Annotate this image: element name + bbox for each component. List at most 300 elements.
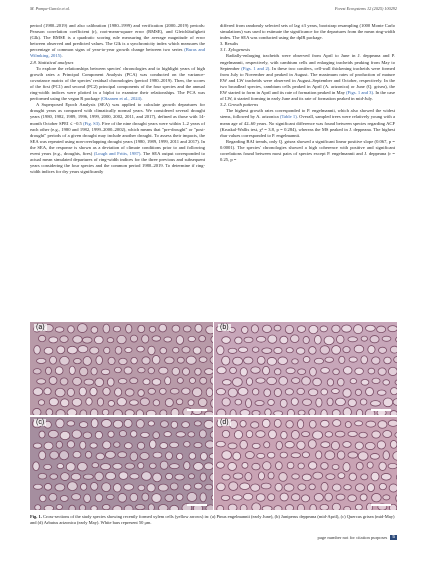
- cell-lumen: [49, 493, 57, 501]
- cell-lumen: [209, 453, 213, 459]
- cell-lumen: [67, 421, 75, 426]
- cell-lumen: [233, 452, 241, 460]
- cell-lumen: [278, 357, 288, 365]
- cell-lumen: [44, 388, 51, 395]
- cell-lumen: [335, 431, 345, 437]
- cell-lumen: [195, 368, 201, 375]
- cell-lumen: [55, 388, 65, 397]
- cell-lumen: [309, 484, 315, 490]
- figure-link[interactable]: (Figs. 1 and 3): [346, 90, 373, 96]
- paragraph-sea: A Superposed Epoch Analysis (SEA) was applied to calculate growth departures for drought years as compared with climatically normal years. We considered several drought years (1980, 1982, 1989, 1996, 1999, 2000, 2002, 2011, and 2017), defined as those with 14-month October SPEI ≤ −0.5 (Fig. S3). Five of the nine drought years were within 1–2 years of each other (e.g., 1980 and 1982, 1999–2000–2002), which means that "pre-drought" or "post-drought" periods of a given drought may include another drought. To assess their impacts, the SEA was repeated using non-overlapping drought years (1980, 1989, 1999, 2011 and 2017). In the SEA, the response is shown as a deviation of climate conditions prior to and following event years (e.g., droughts, fires) (Lough and Fritts, 1987). The SEA output corresponded to actual mean simulated departures of ring-width indices for the three previous and subsequent years considering the four species and the common period 1980–2019. To determine if ring-width indices for dry years significantly: [30, 102, 205, 175]
- cell-lumen: [79, 422, 87, 428]
- cell-lumen: [114, 442, 120, 447]
- cell-lumen: [383, 398, 392, 407]
- cell-lumen: [395, 379, 397, 385]
- section-heading-3-2: 3.2. Growth patterns: [220, 102, 259, 108]
- cell-lumen: [138, 485, 145, 490]
- cell-lumen: [71, 473, 81, 480]
- cell-lumen: [193, 347, 201, 354]
- cell-lumen: [343, 408, 351, 415]
- cell-lumen: [372, 493, 382, 501]
- cell-lumen: [242, 462, 248, 468]
- cell-lumen: [252, 503, 261, 510]
- cell-lumen: [326, 474, 335, 480]
- cell-lumen: [356, 462, 363, 470]
- cell-lumen: [130, 452, 138, 461]
- cell-lumen: [355, 389, 361, 395]
- cell-lumen: [195, 324, 202, 332]
- cell-lumen: [332, 325, 340, 333]
- cell-lumen: [390, 346, 397, 353]
- cell-lumen: [108, 400, 114, 406]
- cell-lumen: [228, 504, 237, 510]
- section-heading-3-1: 3.1. Xylogenesis: [220, 47, 250, 53]
- table-link[interactable]: (Table 1): [279, 114, 297, 120]
- footer-text: page number not for citation purposes: [317, 535, 388, 540]
- cell-lumen: [211, 495, 213, 500]
- paragraph-bai-trends: Regarding BAI trends, only Q. grisea showed a significant linear positive slope (0.067, p = 0.0001). The species' chronologies showed a high coherence with positive and significant correlations found between most pairs of species except P. engelmannii and J. deppeana (r = 0.25, p =: [220, 138, 395, 163]
- cell-lumen: [183, 484, 191, 490]
- cell-lumen: [176, 399, 182, 405]
- cell-lumen: [49, 398, 58, 406]
- cell-lumen: [57, 346, 65, 354]
- cell-lumen: [165, 494, 173, 501]
- cell-lumen: [160, 410, 167, 415]
- cell-lumen: [194, 483, 202, 489]
- cell-lumen: [297, 441, 305, 449]
- cell-lumen: [280, 336, 288, 344]
- cell-lumen: [320, 346, 329, 354]
- cell-lumen: [310, 504, 317, 510]
- cell-lumen: [384, 357, 391, 364]
- cell-lumen: [164, 432, 171, 437]
- cell-lumen: [320, 504, 329, 510]
- cell-lumen: [125, 410, 134, 415]
- cell-lumen: [158, 505, 168, 510]
- cell-lumen: [72, 398, 81, 406]
- cell-lumen: [268, 472, 274, 479]
- cell-lumen: [280, 452, 287, 458]
- citation-link[interactable]: (Oksanen et al., 2024): [100, 96, 142, 102]
- cell-lumen: [343, 367, 352, 375]
- cell-lumen: [44, 464, 52, 469]
- cell-lumen: [193, 462, 203, 470]
- cell-lumen: [321, 410, 327, 415]
- cell-lumen: [125, 389, 134, 396]
- cell-lumen: [291, 453, 300, 458]
- cell-lumen: [200, 493, 206, 502]
- cell-lumen: [344, 485, 352, 490]
- cell-lumen: [286, 348, 293, 353]
- cell-lumen: [90, 443, 97, 448]
- cell-lumen: [292, 359, 299, 364]
- cell-lumen: [372, 431, 381, 438]
- cell-lumen: [103, 324, 110, 333]
- paragraph-xylogenesis: Radially-enlarging tracheids were observed from April to June in J. deppeana and P. engelmannii, respectively, with cambium cells and enlarging tracheids peaking from May to September (Figs. 1 and 2). In these two conifers, cell-wall thickening tracheids were formed from July to November and peaked in August. The maximum rates of production of mature EW and LW tracheids were observed in August–September and October, respectively. In the two broadleaf species, cambium cells peaked in April (A. arizonica) or June (Q. grisea), the EW started to form in April and its rate of formation peaked in May (Figs. 1 and 3). In the case of LW, it started forming in early June and its rate of formation peaked in mid-July.: [220, 53, 396, 102]
- cell-lumen: [286, 368, 295, 374]
- paragraph-evaluation-stats: period (1980–2019) and also calibration (1980–1999) and verification (2000–2019) periods: Pearson correlation coefficient (r), root-mean-square error (RMSE), and Gleichläufigkeit (Glk). The RMSE is a quadratic scoring rule measuring the average magnitude of error between observed and predicted values. The Glk is a synchronicity index which measures the percentage of common signs of year-to-year growth change between two series (Buras and Wilmking, 2015).: [30, 23, 205, 59]
- cell-lumen: [333, 484, 342, 491]
- cell-lumen: [383, 495, 390, 500]
- cell-lumen: [91, 327, 98, 334]
- cell-lumen: [262, 325, 271, 332]
- cell-lumen: [90, 387, 97, 395]
- cell-lumen: [331, 441, 339, 450]
- cell-lumen: [358, 452, 368, 461]
- cell-lumen: [325, 451, 335, 460]
- cell-lumen: [366, 388, 374, 396]
- cell-lumen: [153, 473, 162, 482]
- cell-lumen: [256, 431, 265, 438]
- cell-lumen: [396, 337, 397, 342]
- cell-lumen: [60, 378, 68, 385]
- cell-lumen: [55, 327, 64, 332]
- cell-lumen: [50, 451, 59, 459]
- cell-lumen: [332, 410, 340, 415]
- cell-lumen: [101, 463, 111, 469]
- cell-lumen: [274, 325, 281, 331]
- cell-lumen: [106, 472, 116, 480]
- cell-lumen: [118, 493, 127, 502]
- cell-lumen: [140, 398, 149, 406]
- cell-lumen: [321, 420, 330, 427]
- cell-lumen: [242, 326, 248, 333]
- cell-lumen: [49, 377, 57, 385]
- cell-lumen: [321, 389, 328, 395]
- cell-lumen: [85, 451, 91, 458]
- cell-lumen: [388, 463, 397, 468]
- cell-lumen: [55, 367, 63, 375]
- cell-lumen: [244, 357, 253, 364]
- cell-lumen: [102, 419, 112, 427]
- cell-lumen: [309, 462, 317, 470]
- cell-lumen: [343, 346, 350, 352]
- cell-lumen: [217, 462, 225, 468]
- cell-lumen: [268, 452, 275, 458]
- cell-lumen: [78, 462, 88, 470]
- cell-lumen: [176, 336, 183, 345]
- cell-lumen: [321, 442, 330, 448]
- cell-lumen: [327, 398, 333, 406]
- cell-lumen: [309, 389, 318, 396]
- cell-lumen: [188, 432, 195, 437]
- cell-lumen: [337, 451, 345, 459]
- cell-lumen: [50, 356, 57, 364]
- cell-lumen: [150, 440, 156, 449]
- cell-lumen: [165, 399, 173, 407]
- cell-lumen: [137, 346, 145, 352]
- cell-lumen: [379, 347, 387, 353]
- cell-lumen: [267, 377, 277, 385]
- cell-lumen: [80, 410, 87, 415]
- cell-lumen: [291, 398, 298, 406]
- cell-lumen: [170, 442, 179, 448]
- cell-lumen: [255, 400, 264, 405]
- cell-lumen: [280, 493, 288, 501]
- micrograph-panel-a: [30, 322, 213, 415]
- cell-lumen: [72, 494, 81, 500]
- cell-lumen: [279, 377, 288, 386]
- cell-lumen: [117, 398, 126, 406]
- cell-lumen: [37, 358, 46, 363]
- cell-lumen: [372, 357, 380, 364]
- cell-lumen: [361, 336, 367, 341]
- cell-lumen: [221, 495, 229, 500]
- cell-lumen: [332, 346, 341, 355]
- cell-lumen: [222, 380, 231, 385]
- cell-lumen: [276, 441, 282, 449]
- section-heading-3: 3. Results: [220, 41, 239, 47]
- cell-lumen: [287, 409, 294, 415]
- cell-lumen: [314, 358, 323, 364]
- cell-lumen: [246, 431, 253, 438]
- cell-lumen: [332, 464, 339, 469]
- cell-lumen: [130, 493, 138, 501]
- cell-lumen: [388, 367, 397, 375]
- cell-lumen: [131, 431, 137, 437]
- cell-lumen: [308, 440, 316, 449]
- cell-lumen: [245, 451, 254, 458]
- cell-lumen: [251, 367, 260, 373]
- cell-lumen: [146, 410, 156, 415]
- cell-lumen: [336, 494, 345, 500]
- cell-lumen: [313, 431, 323, 439]
- cell-lumen: [310, 368, 317, 377]
- cell-lumen: [233, 378, 243, 387]
- cell-lumen: [268, 335, 277, 343]
- cell-lumen: [160, 347, 167, 353]
- cell-lumen: [105, 451, 115, 458]
- cell-lumen: [170, 505, 179, 510]
- cell-lumen: [72, 430, 81, 438]
- cell-texture: [30, 417, 213, 510]
- cell-lumen: [44, 505, 53, 510]
- cell-lumen: [377, 326, 386, 333]
- cell-lumen: [159, 388, 166, 394]
- cell-lumen: [73, 451, 81, 458]
- cell-lumen: [126, 324, 132, 333]
- cell-lumen: [73, 377, 82, 385]
- cell-lumen: [152, 336, 160, 341]
- cell-lumen: [395, 432, 397, 437]
- cell-lumen: [354, 345, 364, 353]
- cell-lumen: [142, 357, 150, 364]
- cell-lumen: [377, 390, 386, 395]
- cell-lumen: [252, 347, 259, 352]
- cell-lumen: [309, 420, 316, 428]
- cell-lumen: [170, 464, 180, 469]
- cell-lumen: [210, 473, 213, 481]
- cell-lumen: [265, 409, 271, 415]
- cell-lumen: [102, 483, 111, 492]
- cell-lumen: [34, 346, 40, 355]
- cell-lumen: [361, 474, 368, 480]
- cell-lumen: [78, 346, 88, 353]
- cell-lumen: [205, 484, 213, 490]
- cell-lumen: [251, 422, 259, 428]
- cell-lumen: [205, 441, 213, 448]
- cell-lumen: [96, 356, 103, 365]
- cell-lumen: [206, 388, 213, 397]
- cell-lumen: [91, 419, 98, 428]
- cell-lumen: [183, 326, 191, 332]
- cell-lumen: [321, 462, 328, 469]
- cell-lumen: [152, 355, 160, 364]
- panel-label: (d): [220, 419, 229, 426]
- cell-lumen: [69, 505, 76, 510]
- cell-lumen: [342, 325, 352, 332]
- cell-lumen: [309, 325, 318, 333]
- cell-lumen: [303, 336, 309, 343]
- cell-lumen: [56, 505, 62, 510]
- citation-link[interactable]: (Buras and Wilmking, 2015): [30, 47, 205, 59]
- cell-lumen: [57, 464, 64, 469]
- cell-lumen: [136, 410, 143, 415]
- cell-lumen: [192, 388, 201, 397]
- micrograph-panel-b: [214, 322, 397, 415]
- cell-lumen: [113, 506, 122, 510]
- cell-lumen: [114, 367, 121, 372]
- cell-lumen: [281, 431, 287, 439]
- cell-lumen: [297, 420, 303, 429]
- cell-lumen: [325, 493, 333, 501]
- cell-lumen: [194, 443, 202, 448]
- cell-lumen: [77, 324, 87, 333]
- cell-lumen: [148, 388, 155, 394]
- figure-link[interactable]: (Fig. S3): [83, 120, 100, 126]
- cell-lumen: [172, 325, 180, 332]
- cell-lumen: [182, 422, 190, 428]
- cell-lumen: [124, 367, 132, 374]
- cell-lumen: [49, 430, 59, 438]
- cell-lumen: [66, 463, 75, 471]
- cell-lumen: [130, 335, 137, 342]
- cell-lumen: [113, 463, 122, 469]
- cell-lumen: [222, 337, 231, 344]
- cell-lumen: [314, 494, 323, 502]
- cell-lumen: [350, 379, 357, 384]
- cell-lumen: [229, 482, 238, 491]
- cell-lumen: [37, 379, 46, 384]
- cell-lumen: [102, 504, 110, 509]
- cell-lumen: [83, 432, 91, 438]
- cell-lumen: [343, 442, 351, 448]
- cell-lumen: [229, 420, 237, 429]
- cell-lumen: [33, 408, 41, 415]
- cell-lumen: [118, 379, 127, 384]
- cell-lumen: [130, 378, 138, 384]
- cell-lumen: [269, 430, 277, 439]
- cell-lumen: [228, 348, 237, 353]
- cell-lumen: [267, 357, 276, 365]
- cell-lumen: [240, 420, 246, 427]
- cell-lumen: [349, 357, 357, 362]
- cell-lumen: [240, 483, 250, 490]
- cell-lumen: [291, 335, 299, 343]
- cell-lumen: [149, 463, 156, 469]
- cell-lumen: [298, 504, 305, 510]
- cell-lumen: [140, 452, 149, 459]
- cell-lumen: [285, 441, 294, 448]
- cell-lumen: [337, 378, 344, 386]
- cell-lumen: [235, 399, 242, 405]
- cell-lumen: [366, 421, 376, 427]
- cell-lumen: [200, 377, 207, 384]
- cell-lumen: [251, 484, 260, 491]
- cell-lumen: [264, 389, 271, 397]
- running-header-authors: M. Pompa-García et al.: [30, 6, 70, 11]
- cell-lumen: [91, 409, 98, 415]
- paragraph-sea-continued: differed from randomly selected sets of lag ±3 years, bootstrap resampling (1000 Monte Carlo simulations) was used to estimate the significance for the departures from the mean ring-width index. The SEA was conducted using the dplR package.: [220, 23, 395, 41]
- cell-lumen: [83, 474, 93, 479]
- cell-lumen: [327, 379, 333, 386]
- cell-lumen: [38, 473, 47, 479]
- cell-lumen: [177, 378, 183, 384]
- cell-lumen: [356, 409, 362, 415]
- cell-lumen: [187, 493, 197, 502]
- cell-lumen: [33, 443, 41, 448]
- cell-lumen: [96, 453, 104, 460]
- cell-lumen: [245, 473, 252, 481]
- panel-label: (b): [220, 324, 229, 331]
- cell-lumen: [298, 484, 306, 491]
- left-column: [30, 23, 205, 175]
- cell-lumen: [152, 379, 161, 386]
- cell-lumen: [314, 335, 321, 344]
- cell-lumen: [246, 399, 252, 408]
- cell-lumen: [348, 452, 358, 458]
- cell-lumen: [228, 462, 237, 470]
- cell-lumen: [184, 462, 190, 470]
- cell-lumen: [320, 326, 327, 332]
- cell-lumen: [238, 347, 247, 352]
- cell-lumen: [383, 380, 390, 385]
- cell-lumen: [303, 399, 312, 405]
- cell-lumen: [61, 473, 70, 481]
- cell-lumen: [316, 398, 322, 407]
- cell-lumen: [240, 368, 247, 376]
- cell-lumen: [211, 399, 213, 407]
- cell-lumen: [103, 388, 110, 396]
- citation-link[interactable]: (Lough and Fritts, 1987): [93, 150, 141, 156]
- cell-lumen: [130, 474, 139, 479]
- cell-lumen: [67, 409, 77, 415]
- cell-lumen: [348, 431, 357, 436]
- cell-lumen: [83, 357, 91, 366]
- cell-lumen: [360, 494, 367, 501]
- cell-lumen: [115, 346, 122, 354]
- cell-lumen: [44, 442, 53, 450]
- cell-lumen: [298, 463, 304, 469]
- cell-lumen: [379, 483, 386, 489]
- cell-lumen: [274, 506, 282, 510]
- cell-lumen: [138, 325, 145, 332]
- cell-lumen: [210, 356, 213, 363]
- cell-lumen: [148, 504, 154, 510]
- cell-lumen: [210, 431, 213, 438]
- cell-lumen: [46, 409, 53, 415]
- figure-link[interactable]: (Figs. 1 and 2): [241, 65, 270, 71]
- cell-lumen: [80, 367, 88, 376]
- cell-lumen: [91, 482, 98, 490]
- cell-lumen: [222, 356, 230, 365]
- cell-lumen: [391, 388, 397, 395]
- cell-lumen: [138, 462, 144, 468]
- cell-lumen: [182, 388, 190, 394]
- figure-caption: Fig. 1. Cross-sections of the study species showing recently formed xylem cells (yellow arrows) in: (a) Pinus engelmannii (early June), (b) Juniperus deppeana (mid-April), (c) Quercus grisea (mid-May) and (d) Arbutus arizonica (early May). White bars represent 50 μm.: [30, 514, 395, 525]
- cell-lumen: [170, 388, 179, 394]
- cell-lumen: [59, 451, 68, 460]
